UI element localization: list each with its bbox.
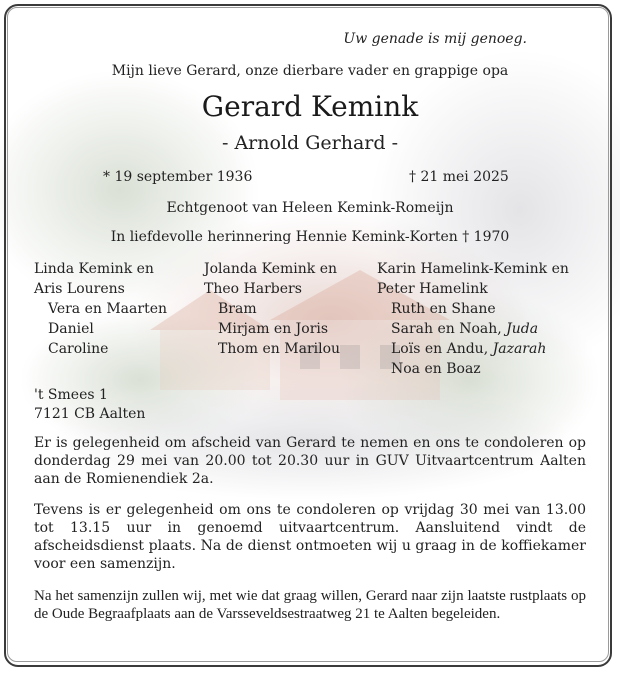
family-child: Daniel <box>48 321 94 337</box>
paragraph-burial: Na het samenzijn zullen wij, met wie dat graag willen, Gerard naar zijn laatste rustplaats op de Oude Begraafplaats aan de Varsseveldsestraatweg 21 te Aalten begeleiden. <box>34 588 586 622</box>
paragraph-condolence: Er is gelegenheid om afscheid van Gerard te nemen en ons te condoleren op donderdag 29 mei van 20.00 tot 20.30 uur in GUV Uitvaartcentrum Aalten aan de Romienendiek 2a. <box>34 435 586 487</box>
paragraph-service: Tevens is er gelegenheid om ons te condoleren op vrijdag 30 mei van 13.00 tot 13.15 uur in genoemd uitvaartcentrum. Aansluitend vindt de afscheidsdienst plaats. Na de dienst ontmoeten wij u graag in de koffiekamer voor een samenzijn. <box>34 502 586 572</box>
child-names: Sarah en Noah, <box>391 321 507 337</box>
family-child: Bram <box>218 301 257 317</box>
motto: Uw genade is mij genoeg. <box>343 31 527 47</box>
family-2 <box>204 259 340 359</box>
child-extra: Juda <box>506 321 539 337</box>
family-1 <box>34 259 167 359</box>
family-child: Vera en Maarten <box>48 301 167 317</box>
family-parent: Theo Harbers <box>204 281 302 297</box>
family-parent: Karin Hamelink-Kemink en <box>377 261 569 277</box>
given-names: - Arnold Gerhard - <box>222 132 398 154</box>
child-names: Loïs en Andu, <box>391 341 493 357</box>
family-parent: Jolanda Kemink en <box>204 261 338 277</box>
family-parent: Linda Kemink en <box>34 261 154 277</box>
birth-date: * 19 september 1936 <box>103 169 253 185</box>
family-child: Noa en Boaz <box>391 361 481 377</box>
address-street: 't Smees 1 <box>34 387 108 403</box>
child-extra: Jazarah <box>492 341 547 357</box>
family-child: Mirjam en Joris <box>218 321 329 337</box>
family-child: Caroline <box>48 341 109 357</box>
spouse-line: Echtgenoot van Heleen Kemink-Romeijn <box>166 200 454 216</box>
family-child: Ruth en Shane <box>391 301 496 317</box>
family-child <box>377 339 569 359</box>
family-child <box>377 319 569 339</box>
death-date: † 21 mei 2025 <box>409 169 509 185</box>
address <box>34 386 145 424</box>
address-city: 7121 CB Aalten <box>34 406 146 422</box>
deceased-name: Gerard Kemink <box>201 90 419 123</box>
intro-line: Mijn lieve Gerard, onze dierbare vader en grappige opa <box>111 63 509 79</box>
family-parent: Peter Hamelink <box>377 281 488 297</box>
memory-line: In liefdevolle herinnering Hennie Kemink-Korten † 1970 <box>110 229 510 245</box>
family-parent: Aris Lourens <box>34 281 125 297</box>
family-child: Thom en Marilou <box>218 341 341 357</box>
family-3 <box>377 259 569 379</box>
